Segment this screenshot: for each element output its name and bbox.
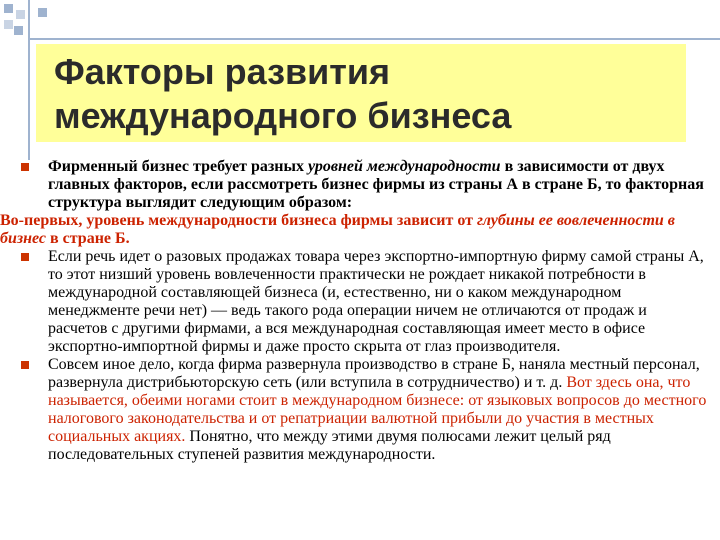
deco-square: [4, 4, 13, 13]
decorative-vertical-line: [28, 0, 30, 160]
deco-square: [14, 26, 23, 35]
deco-square: [4, 20, 13, 29]
title-line-2: международного бизнеса: [54, 95, 512, 136]
slide-body: [0, 158, 710, 464]
paragraph-2: Во-первых, уровень международности бизнеса фирмы зависит от глубины ее вовлеченности в бизнес в стране Б.: [0, 212, 675, 247]
deco-square: [38, 8, 47, 17]
paragraph-3: Если речь идет о разовых продажах товара через экспортно-импортную фирму самой страны А, то этот низший уровень вовлеченности практически не рождает никакой потребности в международной составляющей бизнеса (и, естественно, ни о каком международном менеджменте речи нет) — ведь такого рода операции ничем не отличаются от продаж и расчетов с другими фирмами, а вся международная составляющая имеет место в офисе экспортно-импортной фирмы и даже просто скрыта от глаз производителя.: [0, 248, 710, 356]
paragraph-4: Совсем иное дело, когда фирма развернула производство в стране Б, наняла местный персонал, развернула дистрибьюторскую сеть (или вступила в сотрудничество) и т. д. Вот здесь она, что называется, обеими ногами стоит в международном бизнесе: от языковых вопросов до местного налогового законодательства и от репатриации валютной прибыли до участия в местных социальных акциях. Понятно, что между этими двумя полюсами лежит целый ряд последовательных ступеней развития международности.: [0, 356, 710, 464]
bullet-square-icon: [21, 361, 29, 369]
title-box: [36, 44, 686, 142]
corner-decoration: [0, 0, 60, 40]
title-line-1: Факторы развития: [54, 51, 391, 92]
bullet-square-icon: [21, 163, 29, 171]
paragraph-1: Фирменный бизнес требует разных уровней международности в зависимости от двух главных факторов, если рассмотреть бизнес фирмы из страны А в стране Б, то факторная структура выглядит следующим образом:: [0, 158, 710, 212]
slide-title: [54, 50, 511, 138]
bullet-square-icon: [21, 253, 29, 261]
decorative-horizontal-line: [28, 38, 720, 40]
deco-square: [16, 10, 25, 19]
